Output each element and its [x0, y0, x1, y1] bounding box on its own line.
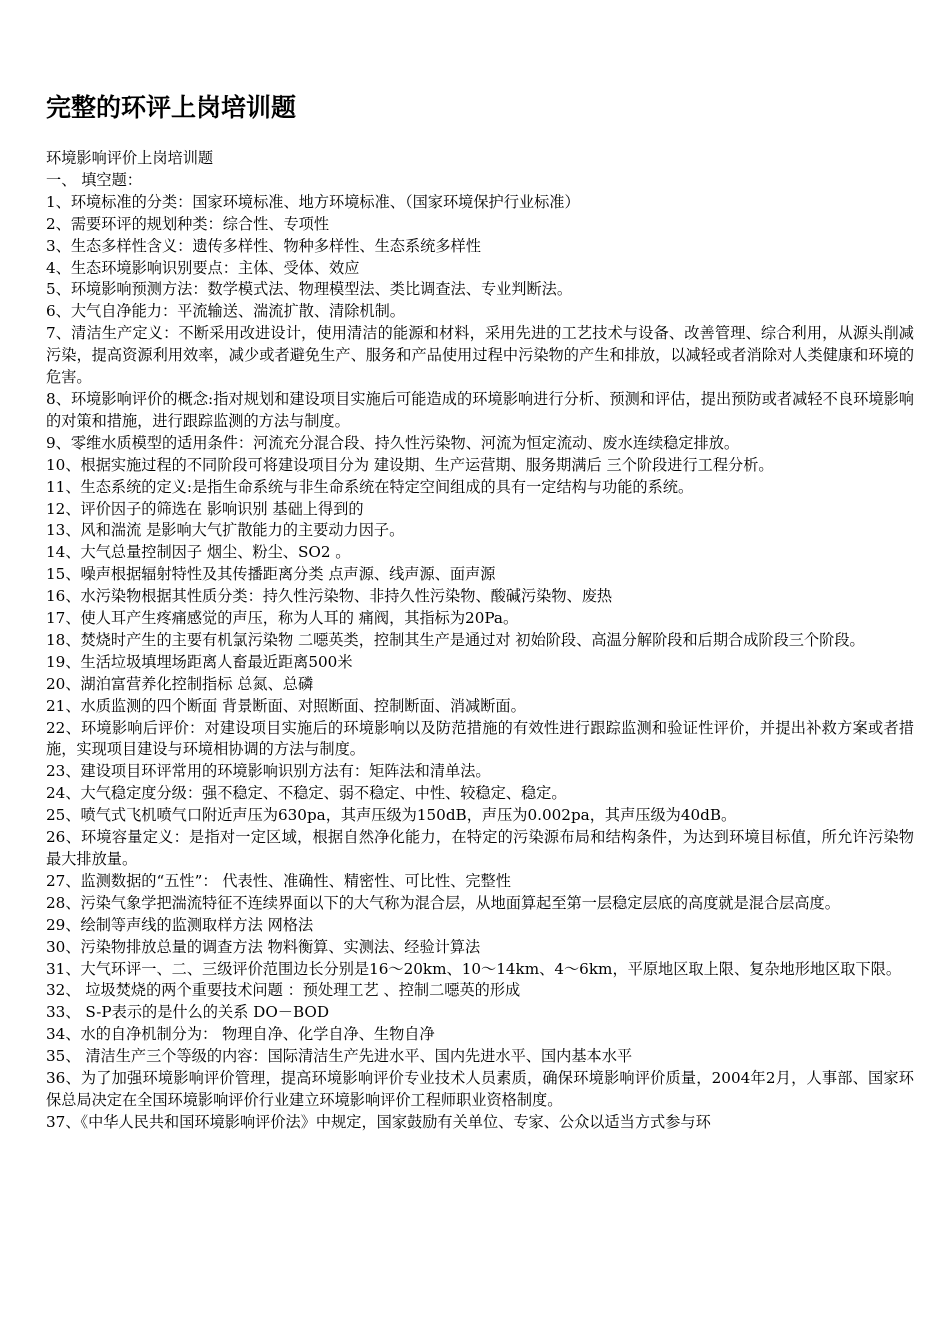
document-body: [46, 148, 914, 1134]
list-item: 21、水质监测的四个断面 背景断面、对照断面、控制断面、消减断面。: [46, 696, 526, 715]
list-item: 32、 垃圾焚烧的两个重要技术问题 ：预处理工艺 、控制二噁英的形成: [46, 981, 521, 1000]
list-item: 5、环境影响预测方法：数学模式法、物理模型法、类比调查法、专业判断法。: [46, 280, 573, 299]
list-item: 9、零维水质模型的适用条件：河流充分混合段、持久性污染物、河流为恒定流动、废水连续稳定排放。: [46, 433, 740, 452]
list-item: 6、大气自净能力：平流输送、湍流扩散、清除机制。: [46, 302, 405, 321]
list-item: 34、水的自净机制分为： 物理自净、化学自净、生物自净: [46, 1025, 435, 1044]
list-item: 23、建设项目环评常用的环境影响识别方法有：矩阵法和清单法。: [46, 762, 491, 781]
list-item: 33、 S-P表示的是什么的关系 DO－BOD: [46, 1003, 330, 1022]
list-item: 12、评价因子的筛选在 影响识别 基础上得到的: [46, 499, 364, 518]
list-item: 14、大气总量控制因子 烟尘、粉尘、SO2 。: [46, 543, 351, 562]
list-item: 13、风和湍流 是影响大气扩散能力的主要动力因子。: [46, 521, 405, 540]
list-item: 25、喷气式飞机喷气口附近声压为630pa，其声压级为150dB，声压为0.002pa，其声压级为40dB。: [46, 806, 737, 825]
list-item: 31、大气环评一、二、三级评价范围边长分别是16～20km、10～14km、4～6km，平原地区取上限、复杂地形地区取下限。: [46, 959, 902, 978]
list-item: 29、绘制等声线的监测取样方法 网格法: [46, 915, 314, 934]
list-item: 30、污染物排放总量的调查方法 物料衡算、实测法、经验计算法: [46, 937, 481, 956]
list-item: 18、焚烧时产生的主要有机氯污染物 二噁英类，控制其生产是通过对 初始阶段、高温分解阶段和后期合成阶段三个阶段。: [46, 630, 865, 649]
list-item: 10、根据实施过程的不同阶段可将建设项目分为 建设期、生产运营期、服务期满后 三个阶段进行工程分析。: [46, 455, 774, 474]
list-item: 27、监测数据的“五性”： 代表性、准确性、精密性、可比性、完整性: [46, 871, 511, 890]
list-item: 28、污染气象学把湍流特征不连续界面以下的大气称为混合层，从地面算起至第一层稳定层底的高度就是混合层高度。: [46, 893, 840, 912]
list-item: 15、噪声根据辐射特性及其传播距离分类 点声源、线声源、面声源: [46, 565, 496, 584]
list-item: 3、生态多样性含义：遗传多样性、物种多样性、生态系统多样性: [46, 236, 481, 255]
list-item: 17、使人耳产生疼痛感觉的声压，称为人耳的 痛阀，其指标为20Pa。: [46, 609, 519, 628]
list-item: 35、 清洁生产三个等级的内容：国际清洁生产先进水平、国内先进水平、国内基本水平: [46, 1047, 633, 1066]
list-item: 37、《中华人民共和国环境影响评价法》中规定，国家鼓励有关单位、专家、公众以适当方式参与环: [46, 1112, 711, 1131]
list-item: 1、环境标准的分类：国家环境标准、地方环境标准、（国家环境保护行业标准）: [46, 192, 580, 211]
list-item: 2、需要环评的规划种类：综合性、专项性: [46, 214, 330, 233]
section-heading: 一、 填空题：: [46, 170, 142, 189]
list-item: 4、生态环境影响识别要点：主体、受体、效应: [46, 258, 360, 277]
subtitle: 环境影响评价上岗培训题: [46, 149, 214, 167]
list-item: 7、清洁生产定义：不断采用改进设计，使用清洁的能源和材料，采用先进的工艺技术与设备、改善管理、综合利用，从源头削减污染，提高资源利用效率，减少或者避免生产、服务和产品使用过程中污染物的产生和排放，以减轻或者消除对人类健康和环境的危害。: [46, 324, 914, 387]
list-item: 8、环境影响评价的概念:指对规划和建设项目实施后可能造成的环境影响进行分析、预测和评估，提出预防或者减轻不良环境影响的对策和措施，进行跟踪监测的方法与制度。: [46, 389, 914, 430]
document-title: 完整的环评上岗培训题: [46, 93, 297, 122]
list-item: 36、为了加强环境影响评价管理，提高环境影响评价专业技术人员素质，确保环境影响评价质量，2004年2月，人事部、国家环保总局决定在全国环境影响评价行业建立环境影响评价工程师职业资格制度。: [46, 1069, 914, 1109]
list-item: 26、环境容量定义：是指对一定区域，根据自然净化能力，在特定的污染源布局和结构条件，为达到环境目标值，所允许污染物最大排放量。: [46, 828, 914, 868]
list-item: 20、湖泊富营养化控制指标 总氮、总磷: [46, 674, 314, 693]
list-item: 19、生活垃圾填埋场距离人畜最近距离500米: [46, 652, 353, 671]
list-item: 11、生态系统的定义:是指生命系统与非生命系统在特定空间组成的具有一定结构与功能的系统。: [46, 477, 694, 496]
list-item: 24、大气稳定度分级：强不稳定、不稳定、弱不稳定、中性、较稳定、稳定。: [46, 784, 567, 803]
document-page: [46, 88, 914, 1134]
list-item: 22、环境影响后评价：对建设项目实施后的环境影响以及防范措施的有效性进行跟踪监测和验证性评价，并提出补救方案或者措施，实现项目建设与环境相协调的方法与制度。: [46, 718, 914, 759]
list-item: 16、水污染物根据其性质分类：持久性污染物、非持久性污染物、酸碱污染物、废热: [46, 587, 613, 606]
